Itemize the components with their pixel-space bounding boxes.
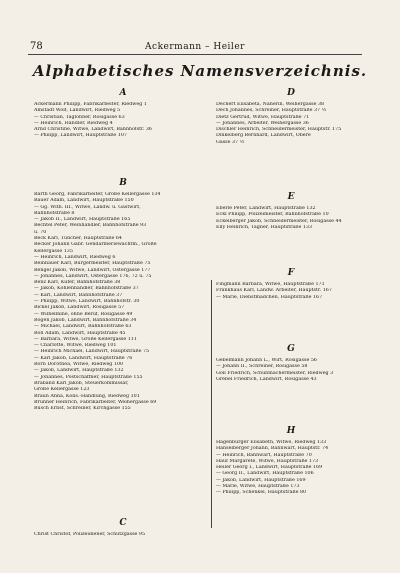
list-item: — Johannes, Postschaffner, Hauptstraße 155 [34, 374, 143, 380]
list-item: — Jakob, Kohlenhändler, Bahnhofstraße 37 [34, 286, 139, 292]
list-item: Hauf Margarete, Witwe, Hauptstraße 173 [216, 458, 319, 464]
list-item: Hagenburger Elisabeth, Witwe, Riedweg 133 [216, 440, 327, 445]
list-item: Braun Anna, Kons.-Handlung, Riedweg 101 [34, 393, 140, 399]
list-item: Fingmann Barbara, Witwe, Hauptstraße 171 [216, 282, 325, 287]
section-letter-g: G [287, 344, 295, 354]
list-item: Hanselberger Johann, Bahnwart, Hauptstr. 74 [216, 446, 329, 452]
list-item: Kellergasse 135 [34, 248, 73, 254]
section-g-entries [216, 358, 366, 383]
list-item: Dinkelberg Bernhard, Landwirt, Obere [216, 133, 311, 139]
section-letter-b: B [119, 178, 127, 188]
section-letter-d: D [287, 88, 295, 98]
section-letter-e: E [287, 192, 295, 202]
list-item: Dechert Elisabeta, Näherin, Weihergasse 38 [216, 102, 325, 107]
list-item: — Philipp, Landwirt, Hauptstraße 107 [34, 133, 127, 139]
list-item: — Johannes, Arbeiter, Weihergasse 36 [216, 120, 309, 126]
list-item: — Marie, Dienstmädchen, Hauptstraße 167 [216, 294, 323, 300]
list-item: — Jakob, Landwirt, Hauptstraße 132 [34, 368, 124, 374]
list-item: Born Dorothea, Witwe, Riedweg 100 [34, 362, 124, 368]
section-letter-h: H [286, 426, 296, 436]
section-letter-a: A [119, 88, 127, 98]
list-item: — Philipp, Witwe, Landwirt, Bahnhofstr. 30 [34, 299, 140, 305]
list-item: Eckelberger Jakob, Schneidermeister, Rosigasse 44 [216, 218, 342, 224]
list-item: Bogen Jakob, Landwirt, Bahnhofstraße 34 [34, 317, 137, 323]
list-item: Eberle Peter, Landwirt, Hauptstraße 132 [216, 206, 316, 211]
list-item: — Georg II., Landwirt, Hauptstraße 106 [216, 471, 314, 477]
list-item: u. 70 [34, 229, 47, 235]
list-item: — Heinrich, Händler, Riedweg 4 [34, 120, 113, 126]
section-e-entries [216, 206, 366, 231]
list-item: — Michael, Landwirt, Bahnhofstraße 63 [34, 324, 132, 330]
list-item: Dietz Gertrud, Witwe, Hauptstraße 71 [216, 114, 310, 120]
list-item: Barth Georg, Fabrikarbeiter, Große Kellergasse 134 [34, 192, 161, 197]
list-item: Gebelmann Johann L., Wirt, Rosigasse 56 [216, 358, 317, 363]
section-h-entries [216, 440, 366, 497]
list-item: Beck Karl, Tüncher, Hauptstraße 64 [34, 236, 122, 242]
list-item: Braband Karl Jakob, Steuerkommissär, [34, 380, 129, 386]
list-item: Goll Friedrich, Schuhmachermeister, Riedweg 3 [216, 370, 334, 376]
list-item: Bahnhofstraße 8 [34, 210, 75, 216]
list-item: Becker Johann Gabr. Gendarmeriewachtm., Große [34, 242, 157, 248]
list-item: — Christian, Taglöhner, Rosigasse 63 [34, 114, 125, 120]
list-item: Böll Adam, Landwirt, Hauptstraße 45 [34, 330, 126, 336]
list-item: Elly Heinrich, Tagner, Hauptstraße 133 [216, 224, 313, 230]
list-item: — Heinrich Michael, Landwirt, Hauptstraße 75 [34, 349, 150, 355]
list-item: — Gg. With. III., Witwe, Landw. u. Gastwirt, [34, 204, 141, 210]
list-item: Frankhaus Karl, Landw. Arbeiter, Hauptstr. 167 [216, 288, 332, 294]
list-item: — Barbara, Witwe, Große Kellergasse 111 [34, 336, 137, 342]
list-item: Bickel Jakob, Landwirt, Rosigasse 57 [34, 305, 125, 311]
list-item: Grebel Friedrich, Landwirt, Rosigasse 43 [216, 376, 317, 382]
running-head: Ackermann – Heiler [145, 42, 245, 52]
list-item: Dischler Heinrich, Schneidermeister, Hauptstr. 175 [216, 127, 342, 133]
list-item: — Karl, Landwirt, Bahnhofstraße 37 [34, 292, 123, 298]
list-item: — Wilhelmine, ohne Beruf, Rosigasse 49 [34, 311, 133, 317]
list-item: Arnd Christine, Witwe, Landwirt, Bahnhofstr. 36 [34, 127, 152, 133]
list-item: Bechtel Peter, Weinhändler, Bahnhofstraße 93 [34, 223, 147, 229]
list-item: — Jakob II., Landwirt, Hauptstraße 165 [34, 217, 131, 223]
list-item: Benz Karl, Küfer, Bahnhofstraße 38 [34, 280, 121, 286]
list-item: Gasse 37 ½ [216, 139, 245, 145]
list-item: Bengel Jakob, Witwe, Landwirt, Ostergasse 177 [34, 267, 151, 273]
list-item: — Karl Jakob, Landwirt, Hauptstraße 76 [34, 355, 133, 361]
list-item: — Jakob, Landwirt, Hauptstraße 169 [216, 477, 306, 483]
list-item: Busch Ernst, Schreiner, Kirchgasse 155 [34, 406, 131, 412]
list-item: — Heinrich, Landwirt, Riedweg 6 [34, 254, 116, 260]
list-item: Beinhauer Karl, Bürgermeister, Hauptstraße 75 [34, 261, 151, 267]
list-item: — Heinrich, Bahnwart, Hauptstraße 70 [216, 452, 312, 458]
list-item: Amstadt Wolf, Landwirt, Riedweg 5 [34, 108, 121, 114]
list-item: Dech Johannes, Schreiner, Hauptstraße 37 ½ [216, 108, 327, 114]
list-item: — Philipp, Schenkel, Hauptstraße 80 [216, 490, 307, 496]
list-item: — Johann II., Schreiner, Rosigasse 58 [216, 364, 308, 370]
list-item: Brunner Heinrich, Fabrikarbeiter, Weihergasse 69 [34, 399, 157, 405]
page-number: 78 [30, 41, 43, 52]
section-letter-c: C [119, 518, 127, 528]
section-c-entries [34, 532, 212, 538]
section-b-entries [34, 192, 212, 412]
section-letter-f: F [287, 268, 295, 278]
list-item: Heiler Georg I., Landwirt, Hauptstraße 169 [216, 465, 323, 471]
list-item: Große Kellergasse 123 [34, 387, 90, 393]
page-title: Alphabetisches Namensverzeichnis. [32, 62, 368, 80]
list-item: Bauer Adam, Landwirt, Hauptstraße 150 [34, 198, 134, 204]
section-d-entries [216, 102, 366, 146]
list-item: Ackermann Philipp, Fabrikarbeiter, Riedweg 1 [34, 102, 147, 107]
list-item: — Charlotte, Witwe, Riedweg 101 [34, 343, 117, 349]
page-header [28, 40, 362, 55]
section-a-entries [34, 102, 212, 140]
list-item: — Johannes, Landwirt, Ostergasse 176, 72 u. 75 [34, 273, 152, 279]
list-item: Eckl Philipp, Polizeimeister, Bahnhofstraße 10 [216, 212, 329, 218]
section-f-entries [216, 282, 366, 301]
list-item: Christ Christof, Polizeidiener, Schützgasse 95 [34, 532, 146, 537]
list-item: — Marie, Witwe, Hauptstraße 173 [216, 484, 300, 490]
